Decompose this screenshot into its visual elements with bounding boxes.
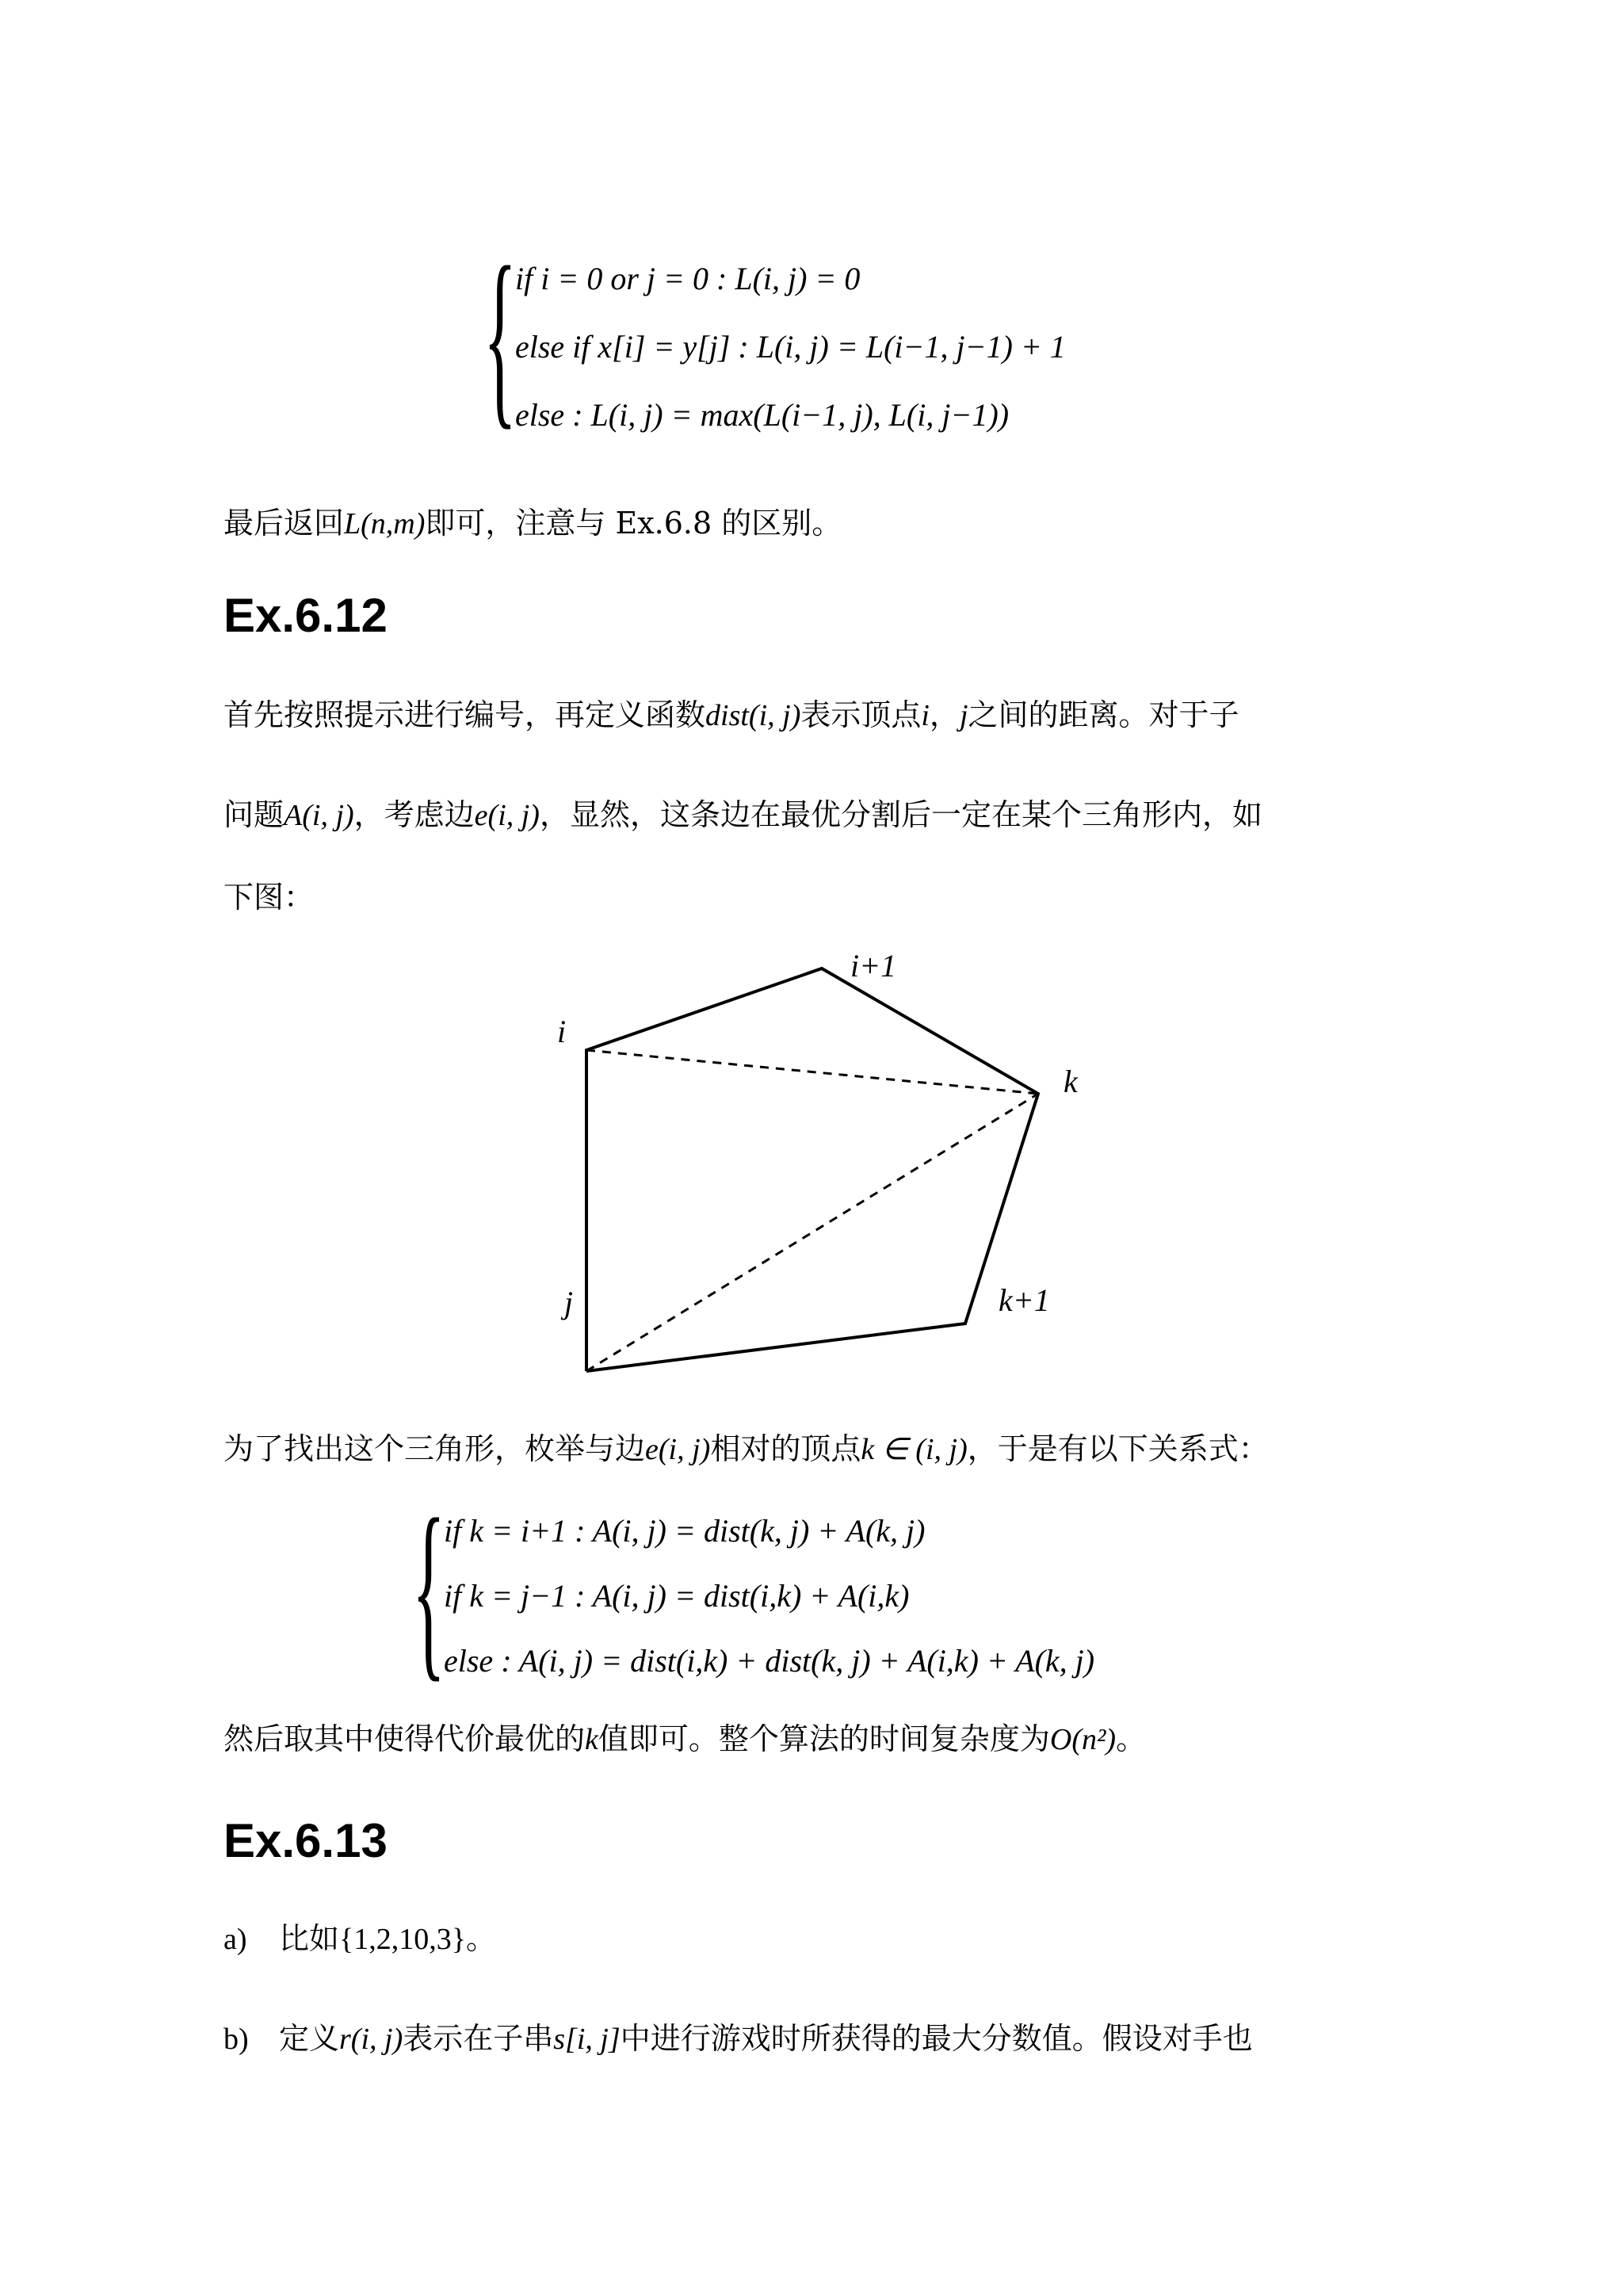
ex613-item-b [223, 2016, 1253, 2061]
ex612-paragraph-line4 [223, 1427, 1269, 1472]
math-i: i [921, 699, 930, 732]
list-label-b: b) [223, 2023, 249, 2056]
section-title-ex613: Ex.6.13 [223, 1814, 388, 1867]
text: 即可，注意与 Ex.6.8 的区别。 [425, 506, 842, 541]
text: 最后返回 [223, 506, 345, 541]
vertex-label-j: j [564, 1285, 574, 1320]
math-A-i-j: A(i, j) [284, 799, 354, 832]
math-s-i-j: s[i, j] [553, 2023, 621, 2056]
ex612-case-3: else : A(i, j) = dist(i,k) + dist(k, j) + A(i,k) + A(k, j) [444, 1643, 1095, 1679]
text: 定义 [279, 2021, 340, 2056]
text: ，于是有以下关系式： [967, 1431, 1269, 1466]
math-O-n2: O(n²) [1049, 1723, 1117, 1756]
math-j: j [959, 699, 968, 732]
section-title-ex612: Ex.6.12 [223, 589, 388, 642]
math-r-i-j: r(i, j) [339, 2023, 403, 2056]
vertex-label-k: k [1064, 1064, 1078, 1099]
text: 。 [466, 1921, 497, 1956]
lcs-case-3: else : L(i, j) = max(L(i−1, j), L(i, j−1)) [515, 397, 1010, 433]
ex612-case-2: if k = j−1 : A(i, j) = dist(i,k) + A(i,k) [444, 1578, 910, 1614]
cases-brace-ex612: { [412, 1479, 445, 1698]
cases-brace-lcs: { [483, 227, 517, 446]
text: 表示顶点 [800, 697, 922, 732]
text: 然后取其中使得代价最优的 [223, 1721, 586, 1756]
list-label-a: a) [223, 1923, 247, 1956]
text: 表示在子串 [403, 2021, 554, 2056]
text: 问题 [223, 797, 285, 832]
ex613-item-a [223, 1916, 496, 1962]
polygon-edges [586, 968, 1038, 1371]
text: 相对的顶点 [710, 1431, 861, 1466]
lcs-case-2: else if x[i] = y[j] : L(i, j) = L(i−1, j−1) + 1 [515, 329, 1066, 365]
text: ， [929, 697, 960, 732]
text: ，考虑边 [353, 797, 475, 832]
math-L-n-m: L(n,m) [344, 507, 426, 541]
diagonal-j-k [586, 1094, 1038, 1371]
text: ，显然，这条边在最优分割后一定在某个三角形内，如 [539, 797, 1262, 832]
text: 为了找出这个三角形，枚举与边 [223, 1431, 646, 1466]
vertex-label-i-plus-1: i+1 [850, 948, 897, 984]
ex612-case-1: if k = i+1 : A(i, j) = dist(k, j) + A(k, j) [444, 1513, 926, 1549]
ex612-paragraph-line5 [223, 1717, 1146, 1762]
math-e-i-j: e(i, j) [474, 799, 540, 832]
vertex-label-i: i [557, 1014, 567, 1049]
math-dist: dist(i, j) [705, 699, 801, 732]
lcs-case-1: if i = 0 or j = 0 : L(i, j) = 0 [515, 261, 861, 296]
vertex-label-k-plus-1: k+1 [999, 1282, 1050, 1318]
text: 值即可。整个算法的时间复杂度为 [598, 1721, 1050, 1756]
text: 之间的距离。对于子 [968, 697, 1239, 732]
math-k-in-i-j: k ∈ (i, j) [861, 1433, 968, 1466]
diagonal-i-k [586, 1050, 1038, 1094]
math-k: k [585, 1723, 598, 1756]
ex612-paragraph-line3: 下图： [223, 880, 315, 915]
text: 比如 [279, 1921, 340, 1956]
math-e-i-j: e(i, j) [645, 1433, 711, 1466]
text: 。 [1116, 1721, 1147, 1756]
text: 首先按照提示进行编号，再定义函数 [223, 697, 706, 732]
math-set: {1,2,10,3} [339, 1923, 466, 1956]
text: 中进行游戏时所获得的最大分数值。假设对手也 [620, 2021, 1253, 2056]
